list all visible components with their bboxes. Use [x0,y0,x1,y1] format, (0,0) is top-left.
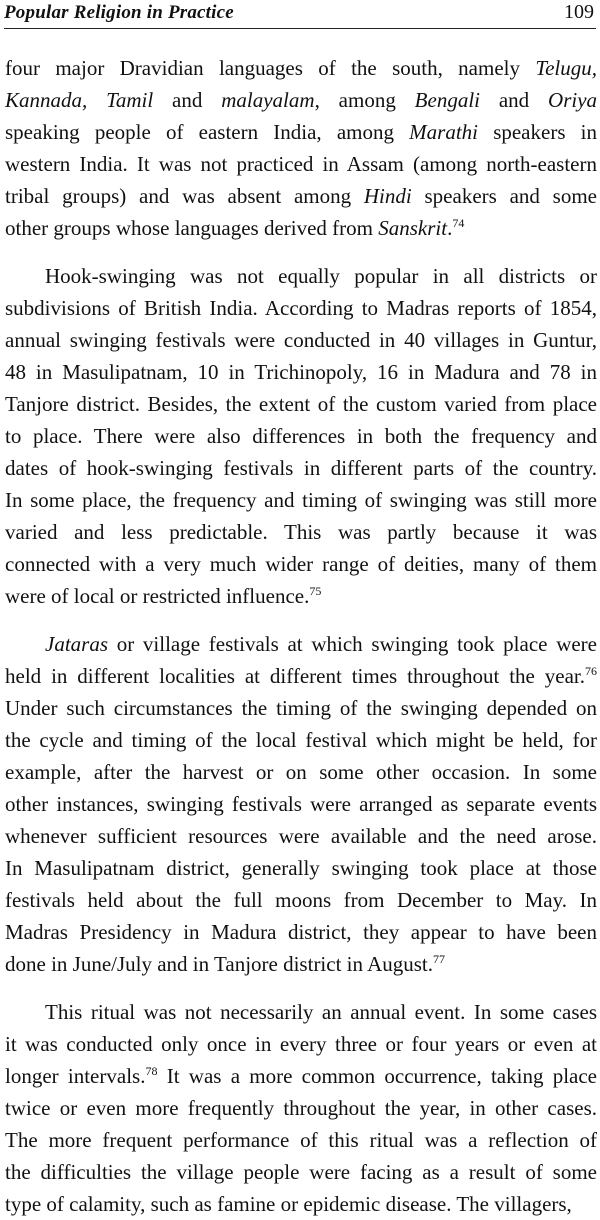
paragraph [5,52,597,244]
text-run: dates of hook-swinging festivals in different parts of the country. [5,456,597,480]
italic-term: Jataras [45,632,108,656]
italic-term: Marathi [409,120,479,144]
text-run: done in June/July and in Tanjore district in August. [5,952,434,976]
text-line [5,52,597,84]
text-run: It was a more common occurrence, taking place [157,1064,597,1088]
text-run: type of calamity, such as famine or epidemic disease. The villagers, [5,1192,572,1216]
text-run: 48 in Masulipatnam, 10 in Trichinopoly, 16 in Madura and 78 in [5,360,597,384]
footnote-marker: 74 [452,216,465,230]
text-run: the cycle and timing of the local festival which might be held, for [5,728,597,752]
text-line [5,1156,597,1188]
text-run: other instances, swinging festivals were arranged as separate events [5,792,597,816]
text-run: annual swinging festivals were conducted in 40 villages in Guntur, [5,328,597,352]
text-line [5,852,597,884]
text-run: The more frequent performance of this ritual was a reflection of [5,1128,597,1152]
text-run: , among [314,88,415,112]
text-line [5,996,597,1028]
text-run: tribal groups) and was absent among [5,184,364,208]
text-line [5,948,597,980]
text-run: and [480,88,549,112]
paragraph [5,996,597,1220]
text-line [5,1188,597,1220]
text-run: twice or even more frequently throughout the year, in other cases. [5,1096,597,1120]
text-run: western India. It was not practiced in Assam (among north-eastern [5,152,597,176]
text-line [5,788,597,820]
italic-term: malayalam [221,88,315,112]
paragraph [5,628,597,980]
text-line [5,484,597,516]
text-run: the difficulties the village people were facing as a result of some [5,1160,597,1184]
text-line [5,180,597,212]
text-line [5,820,597,852]
text-run: subdivisions of British India. According to Madras reports of 1854, [5,296,597,320]
text-run: speaking people of eastern India, among [5,120,410,144]
text-run: speakers in [478,120,597,144]
text-run: whenever sufficient resources were available and the need arose. [5,824,597,848]
italic-term: Oriya [548,88,598,112]
text-run: In some place, the frequency and timing of swinging was still more [5,488,597,512]
text-line [5,884,597,916]
text-line [5,660,597,692]
text-line [5,516,597,548]
text-run: or village festivals at which swinging took place were [108,632,597,656]
text-line [5,452,597,484]
body-text [5,52,597,1220]
text-line [5,1124,597,1156]
page-number: 109 [564,1,594,23]
footnote-marker: 75 [309,584,322,598]
text-line [5,548,597,580]
text-run: varied and less predictable. This was partly because it was [5,520,597,544]
text-run: Hook-swinging was not equally popular in all districts or [45,264,597,288]
text-run: and [153,88,222,112]
italic-term: Kannada, Tamil [5,88,154,112]
text-line [5,260,597,292]
italic-term: Bengali [414,88,480,112]
text-run: longer intervals. [5,1064,146,1088]
text-run: held in different localities at different times throughout the year. [5,664,585,688]
text-line [5,388,597,420]
text-run: example, after the harvest or on some other occasion. In some [5,760,597,784]
text-line [5,756,597,788]
text-run: This ritual was not necessarily an annual event. In some cases [45,1000,597,1024]
text-run: to place. There were also differences in both the frequency and [5,424,597,448]
text-line [5,916,597,948]
text-line [5,148,597,180]
footnote-marker: 77 [433,952,446,966]
footnote-marker: 76 [585,664,597,678]
text-line [5,1028,597,1060]
text-line [5,1060,597,1092]
text-line [5,324,597,356]
text-run: . [447,216,453,240]
text-run: speakers and some [411,184,597,208]
italic-term: Telugu, [535,56,597,80]
italic-term: Hindi [363,184,412,208]
paragraph [5,260,597,612]
running-title: Popular Religion in Practice [4,2,234,23]
text-line [5,692,597,724]
italic-term: Sanskrit [378,216,448,240]
running-header [4,0,596,29]
text-run: four major Dravidian languages of the south, namely [5,56,536,80]
text-run: In Masulipatnam district, generally swinging took place at those [5,856,597,880]
text-line [5,1092,597,1124]
text-line [5,420,597,452]
text-run: were of local or restricted influence. [5,584,310,608]
text-run: Under such circumstances the timing of the swinging depended on [5,696,597,720]
text-line [5,724,597,756]
text-run: Tanjore district. Besides, the extent of the custom varied from place [5,392,597,416]
text-run: it was conducted only once in every three or four years or even at [5,1032,597,1056]
text-line [5,84,597,116]
text-run: connected with a very much wider range of deities, many of them [5,552,597,576]
text-line [5,292,597,324]
text-line [5,628,597,660]
text-run: other groups whose languages derived from [5,216,379,240]
text-run: Madras Presidency in Madura district, they appear to have been [5,920,597,944]
text-run: festivals held about the full moons from December to May. In [5,888,597,912]
text-line [5,116,597,148]
footnote-marker: 78 [145,1064,158,1078]
text-line [5,356,597,388]
text-line [5,580,597,612]
text-line [5,212,597,244]
